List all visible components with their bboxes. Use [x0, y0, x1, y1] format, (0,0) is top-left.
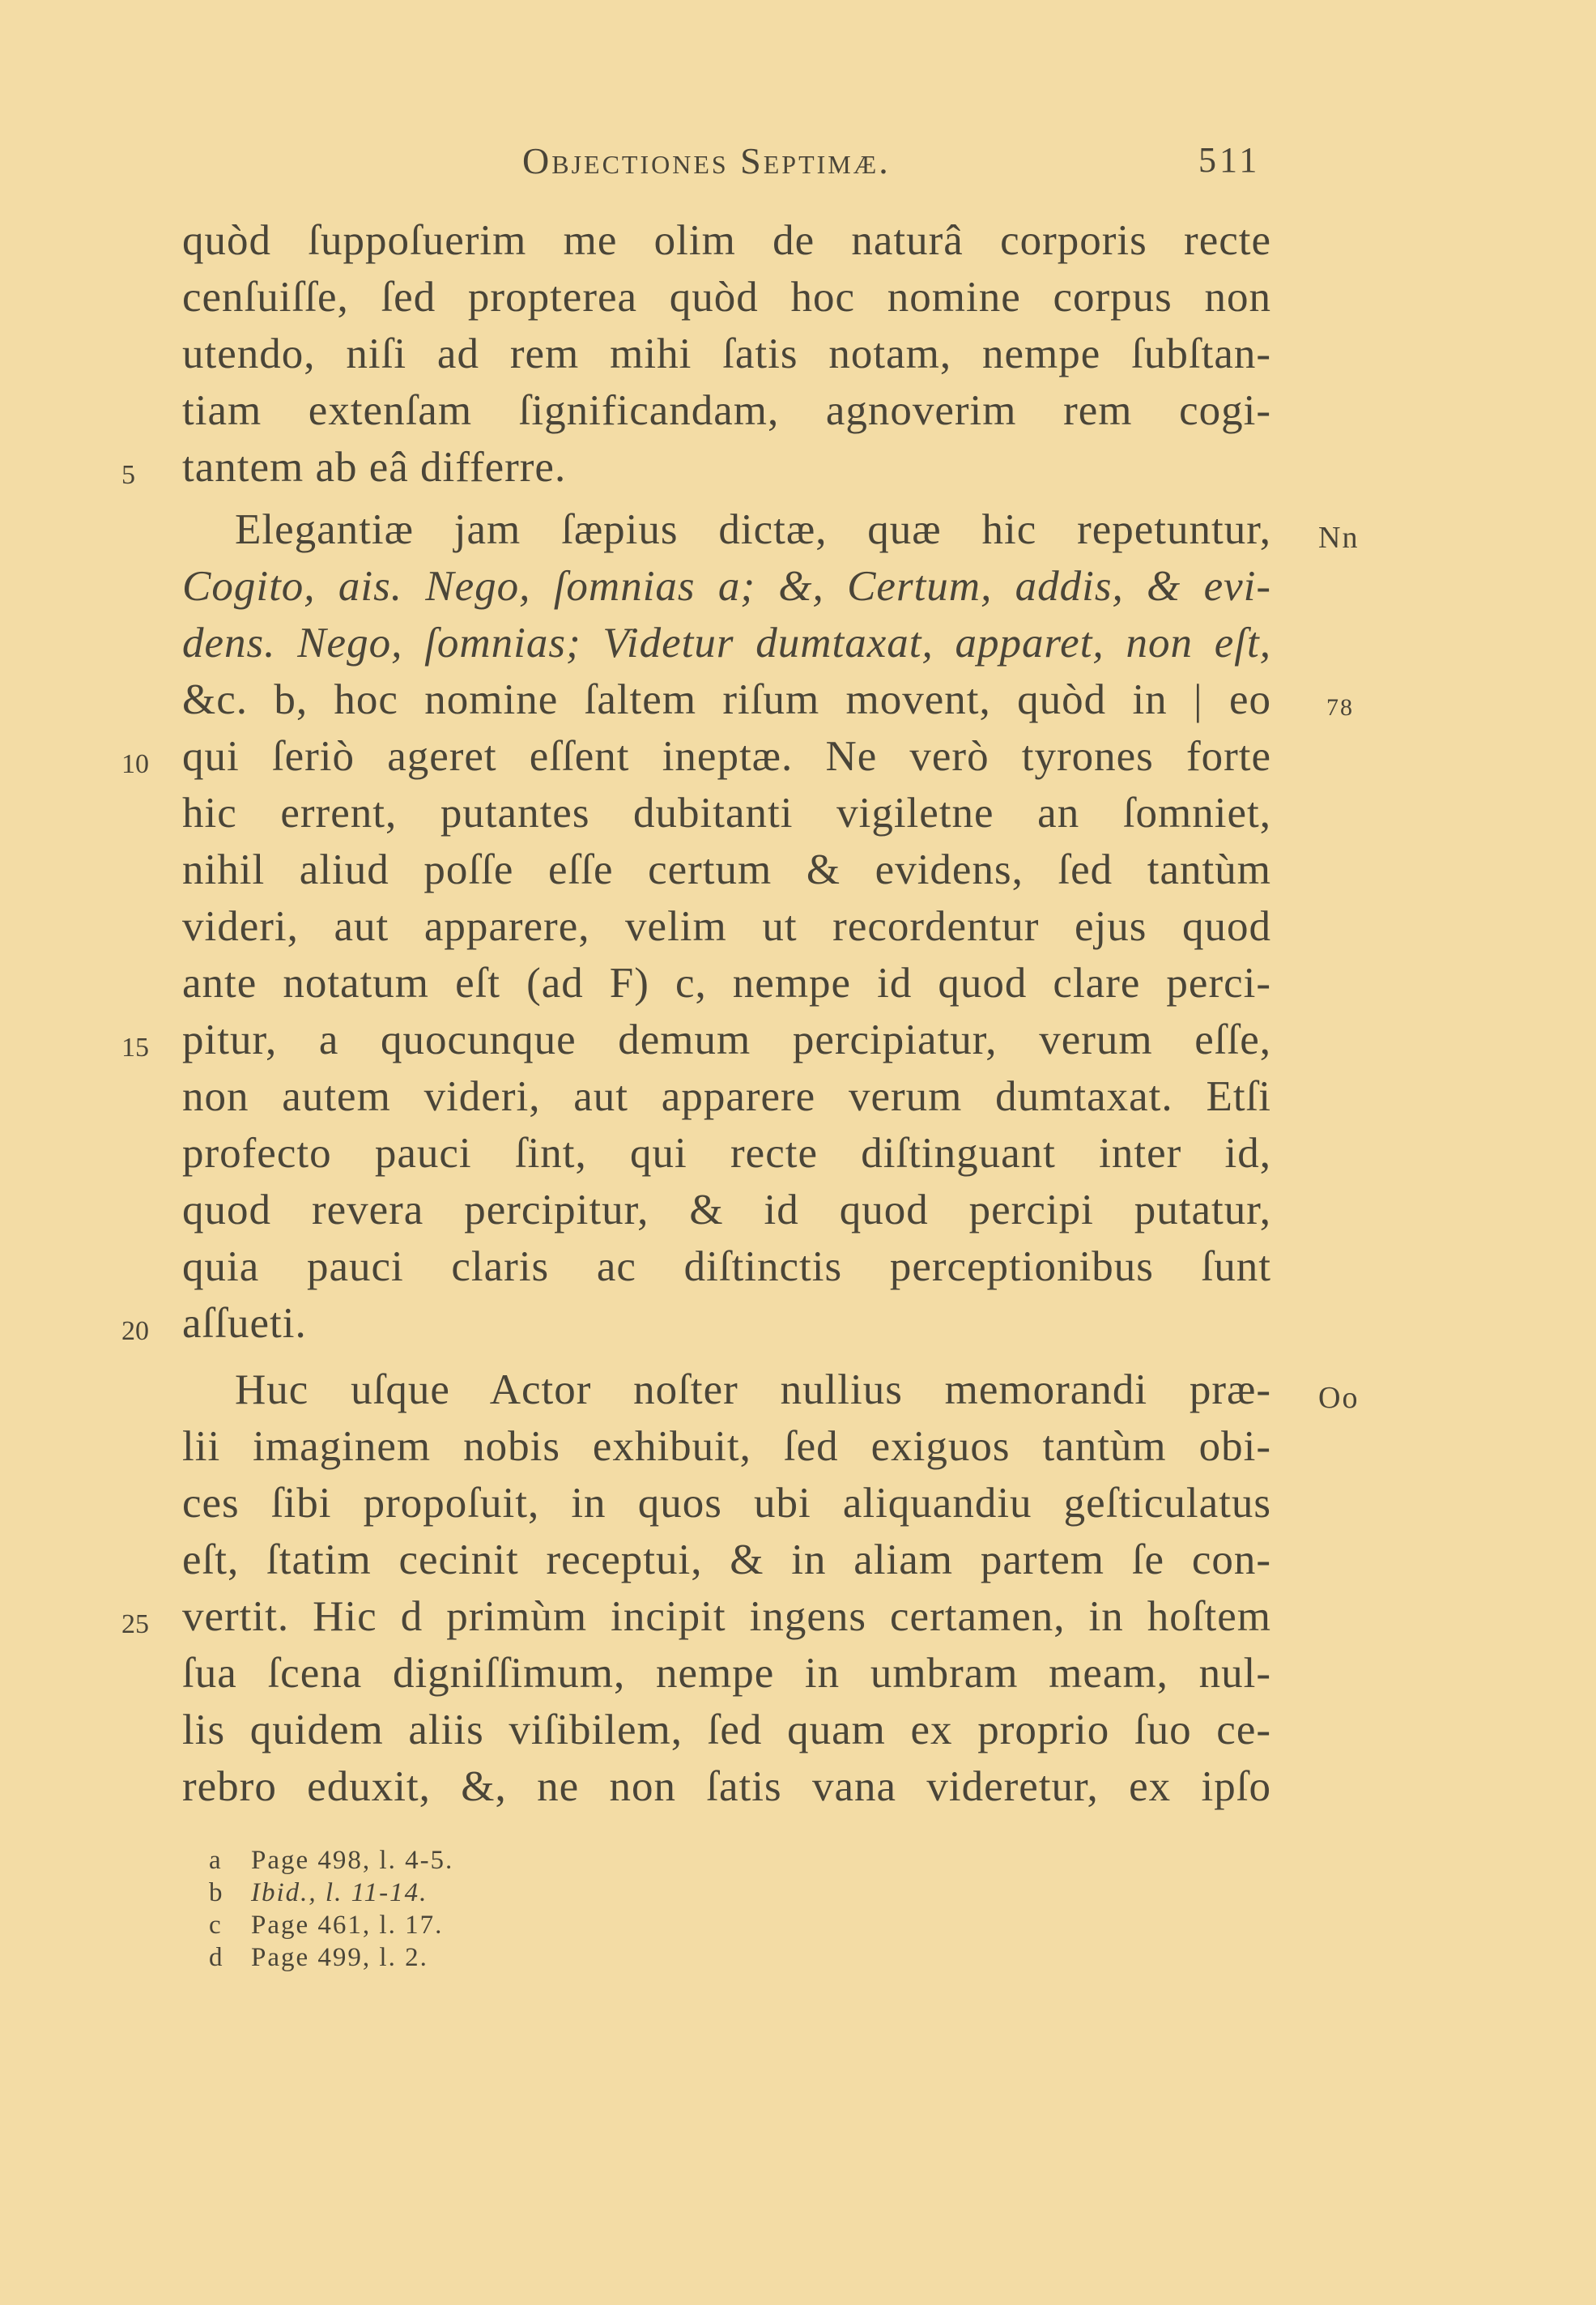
- footnote-text: Page 499, l. 2.: [251, 1943, 428, 1972]
- line-number: 10: [121, 749, 149, 779]
- text-line: profecto pauci ſint, qui recte diſtinguant inter id,: [182, 1130, 1271, 1177]
- footnote-letter: d: [209, 1943, 224, 1972]
- text-line: tantem ab eâ differre.: [182, 444, 567, 491]
- footnote: [209, 1910, 443, 1941]
- footnote-letter: c: [209, 1911, 223, 1940]
- footnote-text: Page 498, l. 4-5.: [251, 1846, 454, 1875]
- text-line: cenſuiſſe, ſed propterea quòd hoc nomine corpus non: [182, 274, 1271, 321]
- text-line: dens. Nego, ſomnias; Videtur dumtaxat, apparet, non eſt,: [182, 620, 1271, 667]
- text-line: lii imaginem nobis exhibuit, ſed exiguos tantùm obi-: [182, 1423, 1271, 1470]
- text-line: tiam extenſam ſignificandam, agnoverim rem cogi-: [182, 387, 1271, 434]
- text-line: quia pauci claris ac diſtinctis perceptionibus ſunt: [182, 1243, 1271, 1290]
- footnote-text: Page 461, l. 17.: [251, 1911, 444, 1940]
- text-line: Cogito, ais. Nego, ſomnias a; &, Certum, addis, & evi-: [182, 563, 1271, 610]
- text-line: rebro eduxit, &, ne non ſatis vana videretur, ex ipſo: [182, 1763, 1271, 1810]
- text-line: videri, aut apparere, velim ut recordentur ejus quod: [182, 903, 1271, 950]
- text-line: Elegantiæ jam ſæpius dictæ, quæ hic repetuntur,: [235, 506, 1271, 553]
- text-line: utendo, niſi ad rem mihi ſatis notam, nempe ſubſtan-: [182, 330, 1271, 377]
- text-line: hic errent, putantes dubitanti vigiletne an ſomniet,: [182, 790, 1271, 837]
- text-line: lis quidem aliis viſibilem, ſed quam ex proprio ſuo ce-: [182, 1706, 1271, 1753]
- running-head-title: Objectiones Septimæ.: [522, 140, 891, 181]
- line-number: 15: [121, 1033, 149, 1063]
- text-line: quod revera percipitur, & id quod percipi putatur,: [182, 1187, 1271, 1233]
- footnote-letter: b: [209, 1878, 224, 1907]
- footnote: [209, 1845, 453, 1876]
- margin-reference: Nn: [1318, 521, 1360, 555]
- text-line: qui ſeriò ageret eſſent ineptæ. Ne verò tyrones forte: [182, 733, 1271, 780]
- text-line: vertit. Hic d primùm incipit ingens certamen, in hoſtem: [182, 1593, 1271, 1640]
- text-line: ces ſibi propoſuit, in quos ubi aliquandiu geſticulatus: [182, 1480, 1271, 1527]
- footnote-letter: a: [209, 1846, 223, 1875]
- footnote: [209, 1942, 428, 1973]
- page-number: 511: [1198, 140, 1261, 180]
- text-line: ante notatum eſt (ad F) c, nempe id quod clare perci-: [182, 960, 1271, 1007]
- line-number: 20: [121, 1316, 149, 1346]
- text-line: quòd ſuppoſuerim me olim de naturâ corporis recte: [182, 217, 1271, 264]
- text-line: &c. b, hoc nomine ſaltem riſum movent, quòd in | eo: [182, 676, 1271, 723]
- text-line: non autem videri, aut apparere verum dumtaxat. Etſi: [182, 1073, 1271, 1120]
- footnote: [209, 1877, 428, 1908]
- text-line: Huc uſque Actor noſter nullius memorandi præ-: [235, 1366, 1271, 1413]
- text-line: ſua ſcena digniſſimum, nempe in umbram meam, nul-: [182, 1650, 1271, 1697]
- line-number: 5: [121, 460, 135, 490]
- text-line: eſt, ſtatim cecinit receptui, & in aliam partem ſe con-: [182, 1536, 1271, 1583]
- margin-reference: 78: [1326, 694, 1354, 721]
- margin-reference: Oo: [1318, 1381, 1360, 1415]
- text-line: nihil aliud poſſe eſſe certum & evidens, ſed tantùm: [182, 846, 1271, 893]
- text-line: aſſueti.: [182, 1300, 307, 1347]
- line-number: 25: [121, 1609, 149, 1639]
- text-line: pitur, a quocunque demum percipiatur, verum eſſe,: [182, 1016, 1271, 1063]
- footnote-text: Ibid., l. 11-14.: [251, 1878, 428, 1907]
